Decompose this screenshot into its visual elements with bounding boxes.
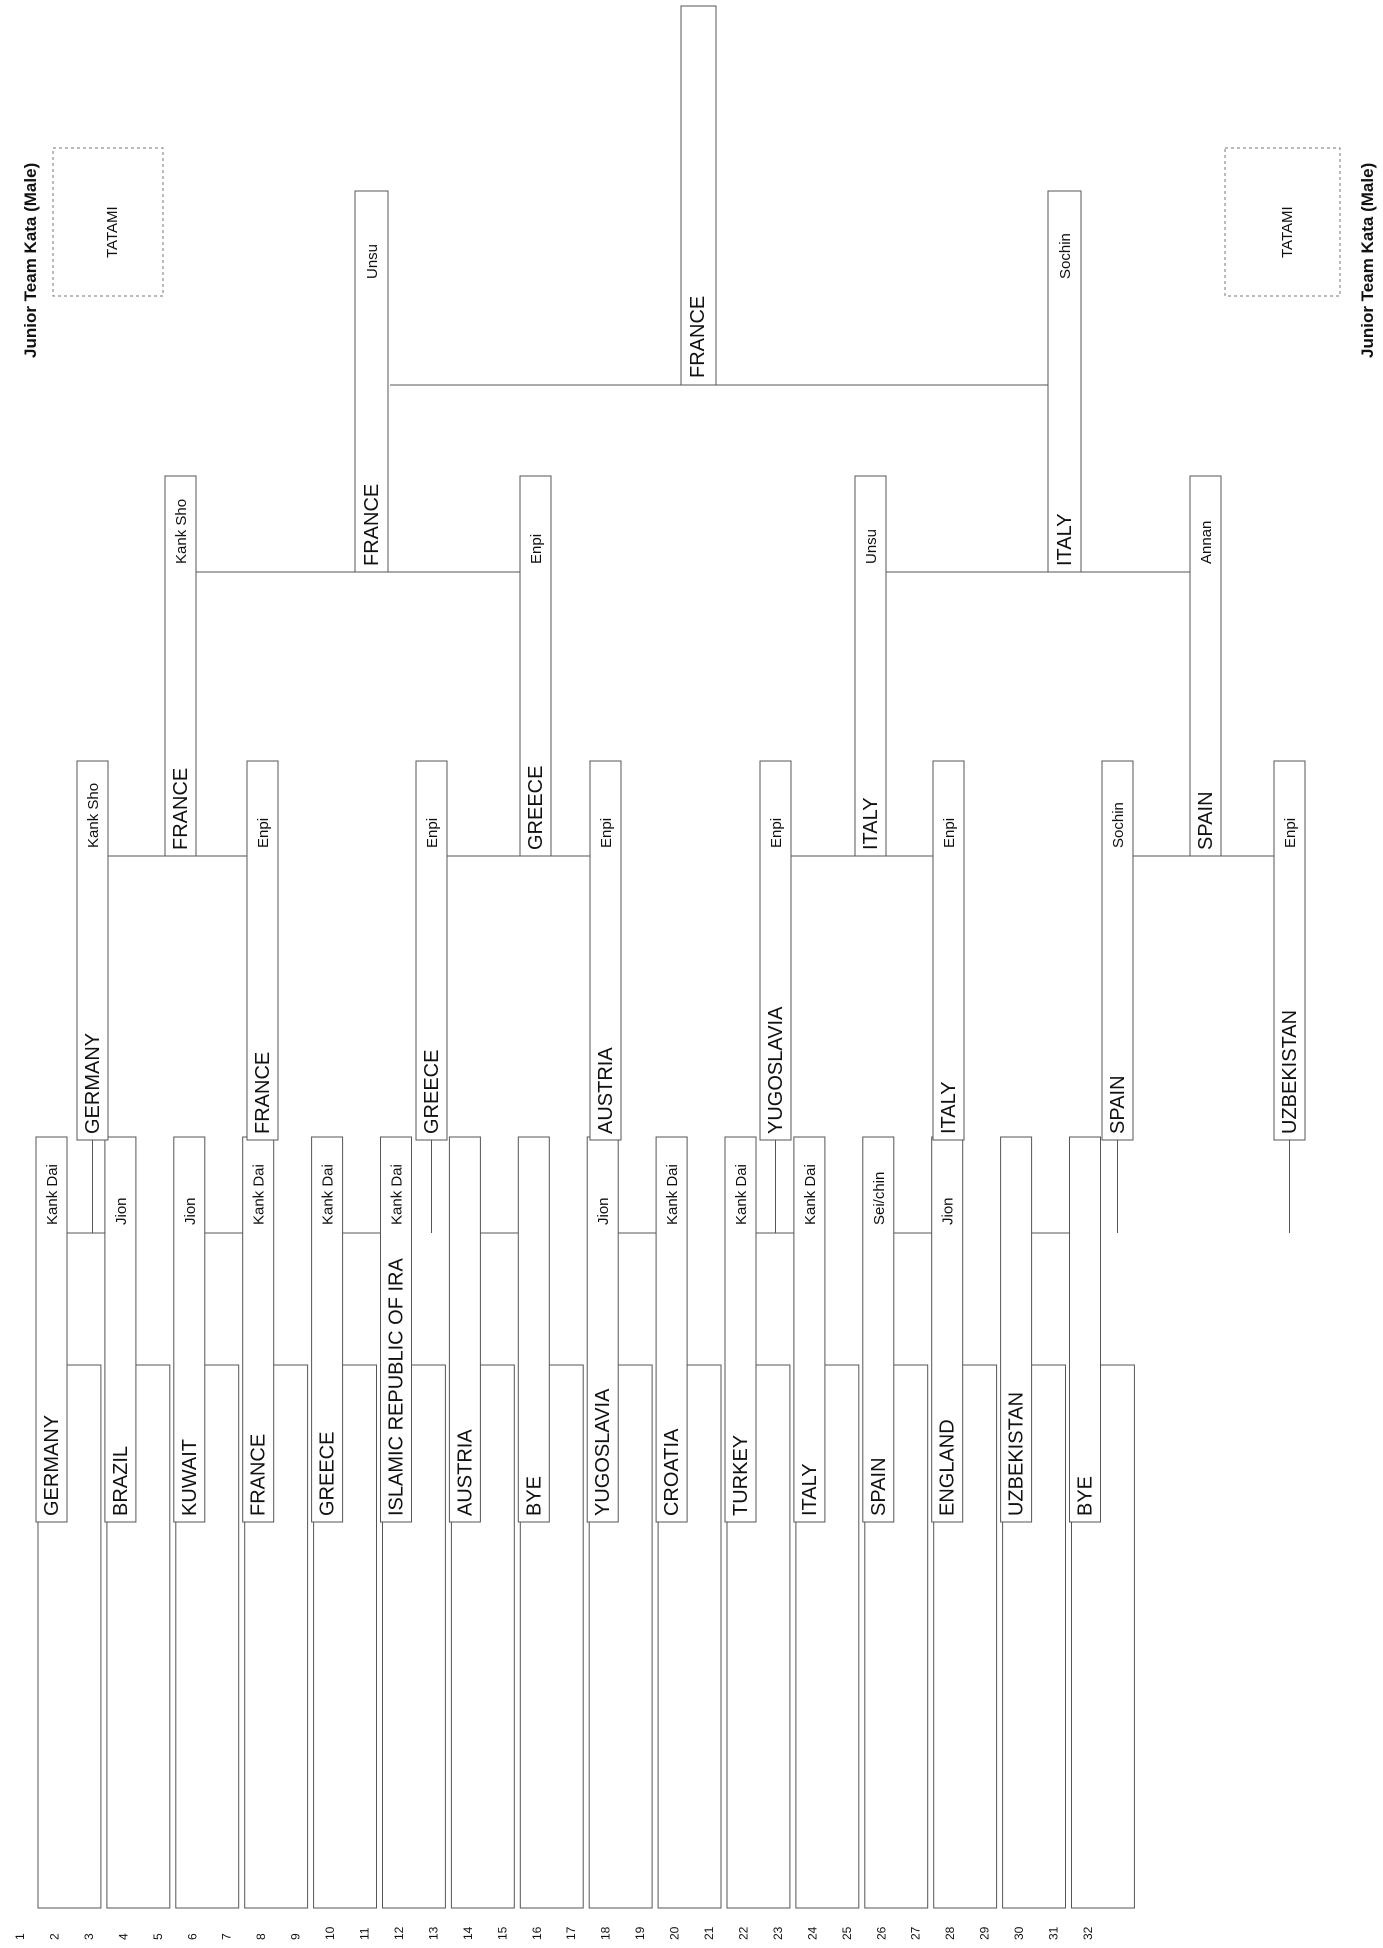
page-title-left: Junior Team Kata (Male) bbox=[21, 162, 40, 358]
kata-name-round2: Enpi bbox=[941, 817, 958, 848]
team-name-round1: ISLAMIC REPUBLIC OF IRA bbox=[385, 1258, 408, 1516]
tatami-label-left: TATAMI bbox=[104, 206, 121, 258]
team-name-round2: GREECE bbox=[421, 1049, 443, 1134]
kata-name-semifinal: Sochin bbox=[1057, 233, 1074, 279]
position-number: 23 bbox=[770, 1926, 785, 1940]
team-name-quarterfinal: SPAIN bbox=[1195, 791, 1217, 850]
kata-name-round2: Enpi bbox=[424, 817, 441, 848]
team-name-quarterfinal: ITALY bbox=[860, 797, 882, 850]
position-number: 13 bbox=[426, 1926, 441, 1940]
team-name-round1: KUWAIT bbox=[178, 1438, 201, 1516]
team-name-round1: AUSTRIA bbox=[454, 1429, 477, 1516]
team-name-round2: FRANCE bbox=[252, 1051, 274, 1134]
kata-name-round1: Kank Dai bbox=[801, 1164, 819, 1225]
kata-name-round1: Sei/chin bbox=[870, 1171, 888, 1225]
position-number: 15 bbox=[495, 1926, 510, 1940]
kata-name-round1: Kank Dai bbox=[250, 1164, 268, 1225]
team-name-round2: SPAIN bbox=[1107, 1075, 1129, 1134]
team-name-round1: YUGOSLAVIA bbox=[592, 1388, 615, 1516]
team-name-round1: ITALY bbox=[798, 1463, 821, 1516]
team-name-round1: ENGLAND bbox=[936, 1419, 959, 1516]
position-number: 28 bbox=[943, 1926, 958, 1940]
tatami-label-right: TATAMI bbox=[1279, 206, 1296, 258]
position-number: 8 bbox=[254, 1933, 269, 1940]
position-number: 20 bbox=[667, 1926, 682, 1940]
page-title-right: Junior Team Kata (Male) bbox=[1358, 162, 1377, 358]
position-number: 9 bbox=[288, 1933, 303, 1940]
position-number: 3 bbox=[81, 1933, 96, 1940]
kata-name-round2: Enpi bbox=[598, 817, 615, 848]
team-name-round1: FRANCE bbox=[247, 1433, 270, 1516]
team-name-quarterfinal: FRANCE bbox=[170, 767, 192, 850]
position-number: 30 bbox=[1012, 1926, 1027, 1940]
position-number: 19 bbox=[633, 1926, 648, 1940]
team-name-round1: BYE bbox=[523, 1475, 546, 1516]
position-number: 16 bbox=[529, 1926, 544, 1940]
position-number: 24 bbox=[805, 1926, 820, 1940]
kata-name-quarterfinal: Kank Sho bbox=[173, 498, 190, 564]
kata-name-round1: Kank Dai bbox=[733, 1164, 750, 1225]
position-number: 2 bbox=[47, 1933, 62, 1940]
position-number: 11 bbox=[357, 1927, 372, 1940]
kata-name-quarterfinal: Enpi bbox=[528, 533, 545, 564]
team-box-round1 bbox=[518, 1137, 549, 1522]
position-number: 12 bbox=[391, 1926, 406, 1940]
team-name-final: FRANCE bbox=[687, 295, 709, 378]
team-name-round1: BYE bbox=[1074, 1475, 1097, 1516]
team-name-round1: GREECE bbox=[316, 1431, 339, 1516]
position-number: 21 bbox=[702, 1926, 716, 1940]
kata-name-round2: Enpi bbox=[1282, 817, 1299, 848]
position-number: 32 bbox=[1080, 1926, 1095, 1940]
team-name-round2: UZBEKISTAN bbox=[1279, 1009, 1301, 1134]
team-box-round1 bbox=[1070, 1137, 1101, 1522]
position-number: 25 bbox=[839, 1926, 854, 1940]
kata-name-quarterfinal: Unsu bbox=[863, 528, 880, 564]
team-name-round1: SPAIN bbox=[867, 1457, 890, 1516]
kata-name-round1: Jion bbox=[112, 1197, 130, 1225]
position-number: 29 bbox=[977, 1926, 992, 1940]
kata-name-round1: Kank Dai bbox=[319, 1164, 337, 1225]
team-name-round2: GERMANY bbox=[82, 1032, 104, 1134]
team-name-round1: BRAZIL bbox=[109, 1445, 132, 1516]
position-number: 17 bbox=[564, 1926, 579, 1940]
position-number: 10 bbox=[323, 1926, 338, 1940]
kata-name-round2: Kank Sho bbox=[85, 782, 102, 848]
position-number: 27 bbox=[908, 1926, 923, 1940]
position-number: 4 bbox=[116, 1933, 131, 1940]
kata-name-round2: Enpi bbox=[768, 817, 785, 848]
kata-name-round1: Jion bbox=[181, 1197, 199, 1225]
team-name-round1: UZBEKISTAN bbox=[1005, 1391, 1028, 1516]
kata-name-round1: Kank Dai bbox=[388, 1164, 406, 1225]
team-name-round2: ITALY bbox=[938, 1081, 960, 1134]
position-number: 31 bbox=[1046, 1926, 1061, 1940]
team-name-round1: GERMANY bbox=[41, 1414, 63, 1516]
team-name-quarterfinal: GREECE bbox=[525, 765, 547, 850]
kata-name-round2: Sochin bbox=[1110, 802, 1127, 848]
kata-name-semifinal: Unsu bbox=[364, 243, 381, 279]
kata-name-round2: Enpi bbox=[255, 817, 272, 848]
team-name-round1: CROATIA bbox=[661, 1428, 684, 1516]
kata-name-quarterfinal: Annan bbox=[1198, 520, 1215, 564]
team-name-round2: YUGOSLAVIA bbox=[765, 1006, 787, 1134]
team-name-semifinal: FRANCE bbox=[361, 483, 383, 566]
team-name-round1: TURKEY bbox=[730, 1434, 752, 1516]
position-number: 1 bbox=[13, 1933, 27, 1940]
kata-name-round1: Jion bbox=[939, 1197, 957, 1225]
kata-name-round1: Jion bbox=[595, 1197, 613, 1225]
position-number: 14 bbox=[460, 1926, 475, 1940]
position-number: 18 bbox=[598, 1926, 613, 1940]
position-number: 5 bbox=[150, 1933, 165, 1940]
kata-name-round1: Kank Dai bbox=[44, 1164, 61, 1225]
position-number: 6 bbox=[185, 1933, 200, 1940]
team-name-semifinal: ITALY bbox=[1054, 513, 1076, 566]
position-number: 26 bbox=[874, 1926, 889, 1940]
position-number: 7 bbox=[219, 1933, 234, 1940]
team-name-round2: AUSTRIA bbox=[595, 1047, 617, 1134]
kata-name-round1: Kank Dai bbox=[664, 1164, 682, 1225]
position-number: 22 bbox=[736, 1926, 751, 1940]
